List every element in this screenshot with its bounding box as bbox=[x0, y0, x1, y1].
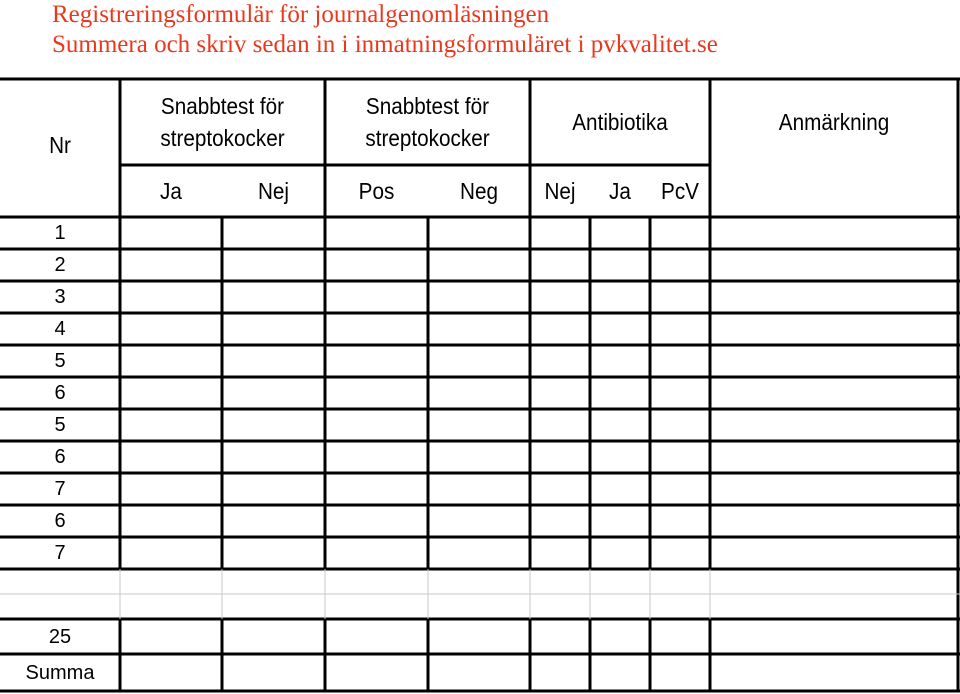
row-number: 6 bbox=[54, 510, 66, 532]
header-remark: Anmärkning bbox=[778, 109, 890, 135]
row-number: 5 bbox=[54, 414, 66, 436]
subheader-pos: Pos bbox=[358, 178, 395, 204]
subheader-pcv: PcV bbox=[661, 178, 699, 204]
title-line-1: Registreringsformulär för journalgenomläsningen bbox=[52, 1, 550, 28]
title-line-2: Summera och skriv sedan in i inmatningsformuläret i pvkvalitet.se bbox=[52, 31, 718, 58]
sum-label: Summa bbox=[25, 661, 95, 684]
last-row-number: 25 bbox=[48, 625, 72, 648]
header-rapid-test-2: Snabbtest för streptokocker bbox=[365, 93, 490, 151]
subheader-nej: Nej bbox=[257, 178, 290, 204]
subheader-antibiotics-nej: Nej bbox=[544, 178, 576, 204]
subheader-neg: Neg bbox=[460, 178, 498, 204]
row-number: 5 bbox=[54, 350, 66, 372]
row-number: 2 bbox=[54, 254, 66, 276]
row-number: 6 bbox=[54, 382, 66, 404]
row-number: 6 bbox=[54, 446, 66, 468]
header-nr: Nr bbox=[49, 132, 71, 158]
row-number: 7 bbox=[54, 478, 66, 500]
row-number: 7 bbox=[54, 542, 66, 564]
row-number: 3 bbox=[54, 286, 66, 308]
header-rapid-test-1: Snabbtest för streptokocker bbox=[160, 93, 285, 151]
row-number: 4 bbox=[54, 318, 66, 340]
subheader-antibiotics-ja: Ja bbox=[609, 178, 631, 204]
row-number: 1 bbox=[54, 222, 66, 244]
header-antibiotics: Antibiotika bbox=[572, 109, 668, 135]
subheader-ja: Ja bbox=[160, 178, 182, 204]
